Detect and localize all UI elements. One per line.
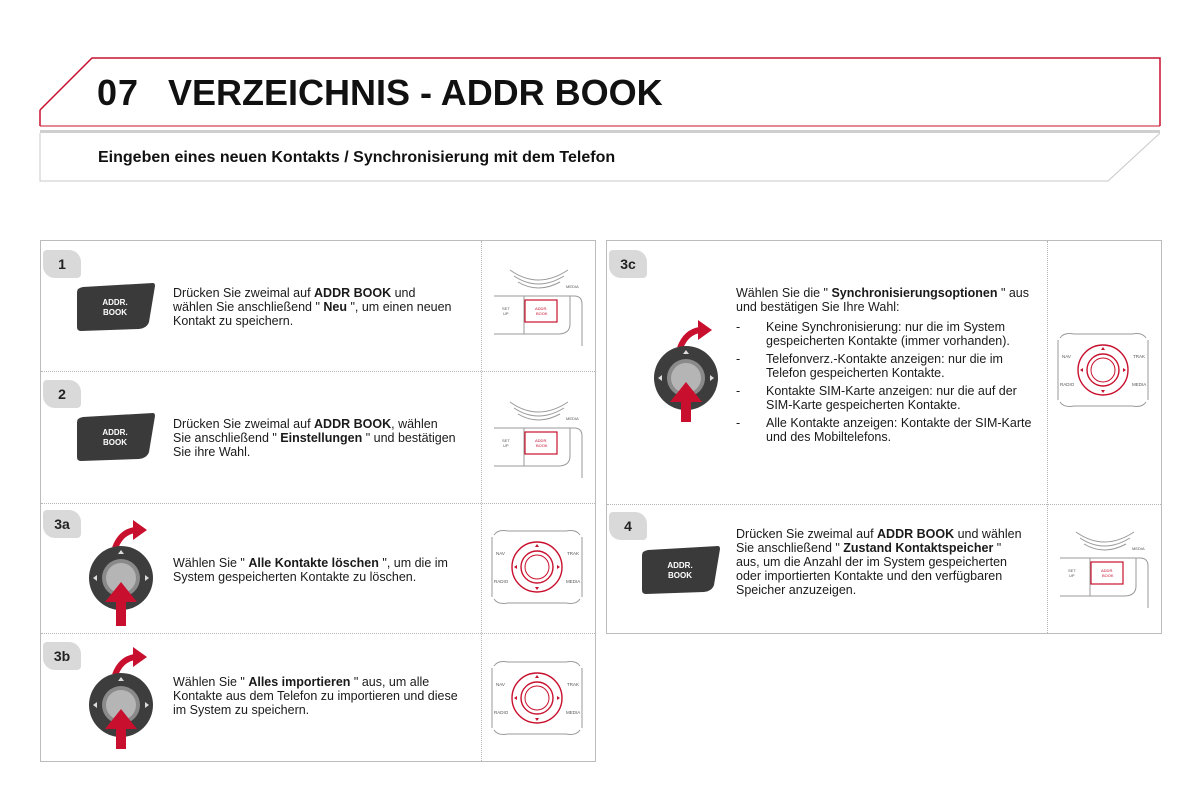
addr-diagram-line2: BOOK [536,311,548,316]
radio-label: RADIO [1060,382,1075,387]
trak-label: TRAK [567,551,580,556]
addr-book-button [75,282,155,332]
step-2-text: Drücken Sie zweimal auf ADDR BOOK, wählen Sie anschließend " Einstellungen " und bestätigen Sie ihre Wahl. [173,417,456,459]
step-badge-2: 2 [43,380,81,408]
step-badge-3a: 3a [43,510,81,538]
media-label: MEDIA [1132,382,1147,387]
list-item: - Keine Synchronisierung: nur die im System gespeicherten Kontakte (immer vorhanden). [736,320,1036,348]
step-3c-text: Wählen Sie die " Synchronisierungsoptionen " aus und bestätigen Sie Ihre Wahl: - Keine Synchronisierung: nur die im System gespeicherten Kontakte (immer vorhanden). - Telefonverz.-Kontakte anzeigen: nur die im Telefon gespeicherten Kontakte. - Kontakte SIM-Karte anzeigen: nur die auf der SIM-Karte gespeicherten Kontakte. - Alle Kontakte anzeigen: Kontakte der SIM-Karte und des Mobiltelefons. [736,286,1036,448]
section-subtitle: Eingeben eines neuen Kontakts / Synchronisierung mit dem Telefon [98,149,616,166]
list-item: - Kontakte SIM-Karte anzeigen: nur die auf der SIM-Karte gespeicherten Kontakte. [736,384,1036,412]
trak-label: TRAK [567,682,580,687]
set-label: SET [502,306,510,311]
nav-label: NAV [496,682,505,687]
addr-label-line2: BOOK [103,438,127,447]
sync-options-list [736,320,1036,444]
media-label: MEDIA [1132,546,1145,551]
addr-label-line2: BOOK [103,308,127,317]
addr-diagram-line1: ADDR. [1101,568,1114,573]
step-1-text: Drücken Sie zweimal auf ADDR BOOK und wählen Sie anschließend " Neu ", um einen neuen Kontakt zu speichern. [173,286,452,328]
list-item: - Alle Kontakte anzeigen: Kontakte der SIM-Karte und des Mobiltelefons. [736,416,1036,444]
step-4-text: Drücken Sie zweimal auf ADDR BOOK und wählen Sie anschließend " Zustand Kontaktspeicher " aus, um die Anzahl der im System gespeicherten oder importierten Kontakte und den verfügbaren Speicher anzuzeigen. [736,527,1022,597]
addr-book-button [640,545,720,595]
radio-label: RADIO [494,710,509,715]
step-3b-text: Wählen Sie " Alles importieren " aus, um alle Kontakte aus dem Telefon zu importieren und diese im System zu speichern. [173,675,458,717]
list-item: - Telefonverz.-Kontakte anzeigen: nur die im Telefon gespeicherten Kontakte. [736,352,1036,380]
set-label: SET [1068,568,1076,573]
rotary-panel-diagram-3c [1054,328,1152,412]
step-badge-1: 1 [43,250,81,278]
trak-label: TRAK [1133,354,1146,359]
up-label: UP [503,443,509,448]
rotary-knob-icon [650,318,730,428]
rotary-knob-icon [85,645,165,755]
control-panel-diagram-4 [1058,528,1150,610]
addr-label-line1: ADDR. [102,298,128,307]
up-label: UP [1069,573,1075,578]
media-label: MEDIA [566,284,579,289]
step-3a-text: Wählen Sie " Alle Kontakte löschen ", um die im System gespeicherten Kontakte zu löschen. [173,556,448,584]
addr-book-button [75,412,155,462]
addr-label-line1: ADDR. [102,428,128,437]
set-label: SET [502,438,510,443]
addr-diagram-line2: BOOK [1102,573,1114,578]
step-badge-4: 4 [609,512,647,540]
nav-label: NAV [1062,354,1071,359]
addr-label-line2: BOOK [668,571,692,580]
rotary-panel-diagram-3a [488,525,586,609]
nav-label: NAV [496,551,505,556]
media-label: MEDIA [566,710,581,715]
addr-diagram-line1: ADDR. [535,438,548,443]
control-panel-diagram-2 [492,398,584,480]
addr-diagram-line2: BOOK [536,443,548,448]
step-badge-3b: 3b [43,642,81,670]
media-label: MEDIA [566,416,579,421]
radio-label: RADIO [494,579,509,584]
rotary-knob-icon [85,518,165,628]
chapter-number: 07 [97,72,140,113]
media-label: MEDIA [566,579,581,584]
rotary-panel-diagram-3b [488,656,586,740]
up-label: UP [503,311,509,316]
step-badge-3c: 3c [609,250,647,278]
control-panel-diagram-1 [492,266,584,348]
page-title: VERZEICHNIS - ADDR BOOK [168,72,663,113]
addr-diagram-line1: ADDR. [535,306,548,311]
addr-label-line1: ADDR. [667,561,693,570]
